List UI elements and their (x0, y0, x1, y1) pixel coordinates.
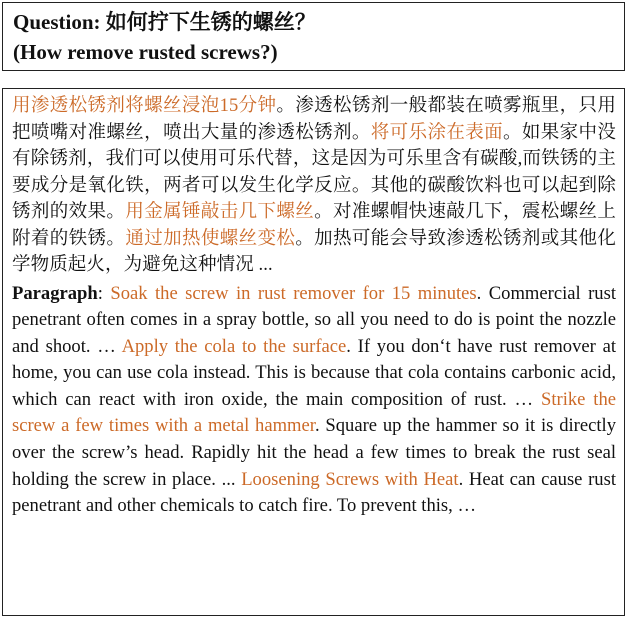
question-text-en: (How remove rusted screws?) (13, 40, 278, 64)
en-highlight-cola: Apply the cola to the surface (121, 335, 347, 357)
en-highlight-hammer: Strike the screw a few times with a metal hammer (12, 388, 616, 437)
en-highlight-soak: Soak the screw in rust remover for 15 minutes (110, 282, 477, 304)
zh-text-2: 。如果家中没有除锈剂，我们可以使用可乐代替，这是因为可乐里含有碳酸,而铁锈的主要成分是氧化铁，两者可以发生化学反应。其他的碳酸饮料也可以起到除锈剂的效果。 (12, 122, 617, 222)
en-text-2: . If you don‘t have rust remover at home, you can use cola instead. This is because that cola contains carbonic acid, which can react with iron oxide, the main composition of rust. … (12, 335, 616, 410)
question-line-en (13, 37, 614, 67)
question-line-zh (13, 7, 614, 37)
answer-zh (12, 93, 616, 279)
zh-highlight-soak: 用渗透松锈剂将螺丝浸泡15分钟 (12, 96, 277, 116)
question-label: Question: (13, 10, 101, 34)
zh-text-1: 。渗透松锈剂一般都装在喷雾瓶里，只用把喷嘴对准螺丝，喷出大量的渗透松锈剂。 (12, 96, 616, 143)
zh-highlight-hammer: 用金属锤敲击几下螺丝 (125, 202, 315, 222)
en-text-4: . Heat can cause rust penetrant and other chemicals to catch fire. To prevent this, … (12, 468, 616, 517)
en-highlight-heat: Loosening Screws with Heat (241, 468, 459, 490)
question-text-zh: 如何拧下生锈的螺丝？ (105, 10, 316, 34)
zh-highlight-cola: 将可乐涂在表面 (370, 122, 503, 143)
en-text-3: . Square up the hammer so it is directly over the screw’s head. Rapidly hit the head a few times to break the rust seal holding the screw in place. ... (12, 415, 616, 490)
paragraph-colon: : (97, 282, 111, 304)
zh-text-4: 。加热可能会导致渗透松锈剂或其他化学物质起火，为避免这种情况 ... (12, 228, 616, 275)
zh-text-3: 。对准螺帽快速敲几下，震松螺丝上附着的铁锈。 (12, 202, 616, 249)
zh-highlight-heat: 通过加热使螺丝变松 (125, 228, 296, 249)
en-text-1: . Commercial rust penetrant often comes in a spray bottle, so all you need to do is point the nozzle and shoot. … (12, 282, 616, 357)
answer-box (2, 88, 625, 616)
answer-en (12, 281, 616, 520)
paragraph-label: Paragraph (12, 282, 98, 304)
question-box (2, 2, 625, 71)
